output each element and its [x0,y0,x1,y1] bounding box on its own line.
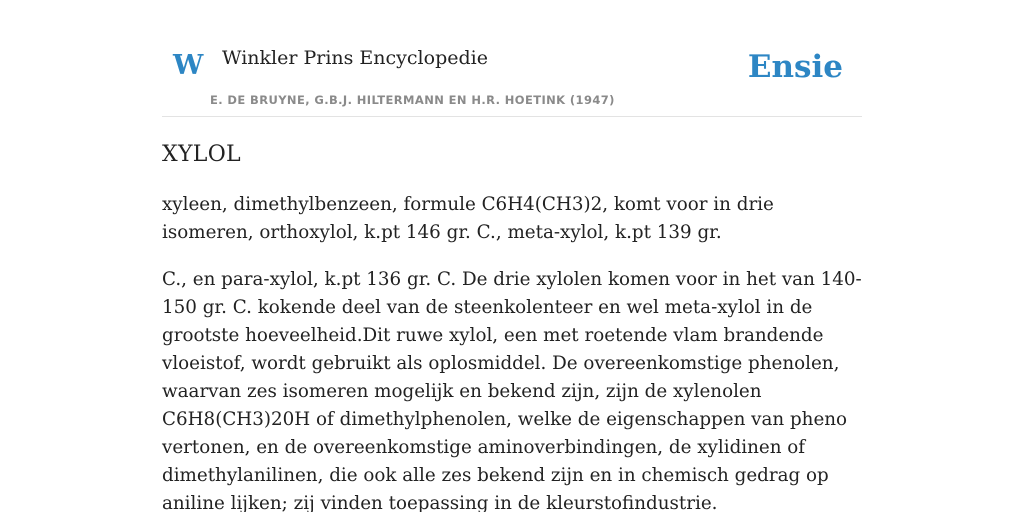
winkler-prins-logo[interactable]: W [173,50,204,81]
article-title: XYLOL [162,142,241,167]
article-paragraph-1: xyleen, dimethylbenzeen, formule C6H4(CH3)2, komt voor in drie isomeren, orthoxylol, k.pt 146 gr. C., meta-xylol, k.pt 139 gr. [162,194,774,243]
article-paragraph-2: C., en para-xylol, k.pt 136 gr. C. De drie xylolen komen voor in het van 140-150 gr. C. kokende deel van de steenkolenteer en wel meta-xylol in de grootste hoeveelheid.Dit ruwe xylol, een met roetende vlam brandende vloeistof, wordt gebruikt als oplosmiddel. De overeenkomstige phenolen, waarvan zes isomeren mogelijk en bekend zijn, zijn de xylenolen C6H8(CH3)20H of dimethylphenolen, welke de eigenschappen van pheno vertonen, en de overeenkomstige aminoverbindingen, de xylidinen of dimethylanilinen, die ook alle zes bekend zijn en in chemisch gedrag op aniline lijken; zij vinden toepassing in de kleurstofindustrie. [162,269,862,512]
article [162,140,862,512]
source-authors: E. DE BRUYNE, G.B.J. HILTERMANN EN H.R. HOETINK (1947) [210,93,615,107]
site-header [162,0,862,117]
source-title[interactable]: Winkler Prins Encyclopedie [222,47,488,69]
ensie-logo[interactable]: Ensie [747,49,843,85]
